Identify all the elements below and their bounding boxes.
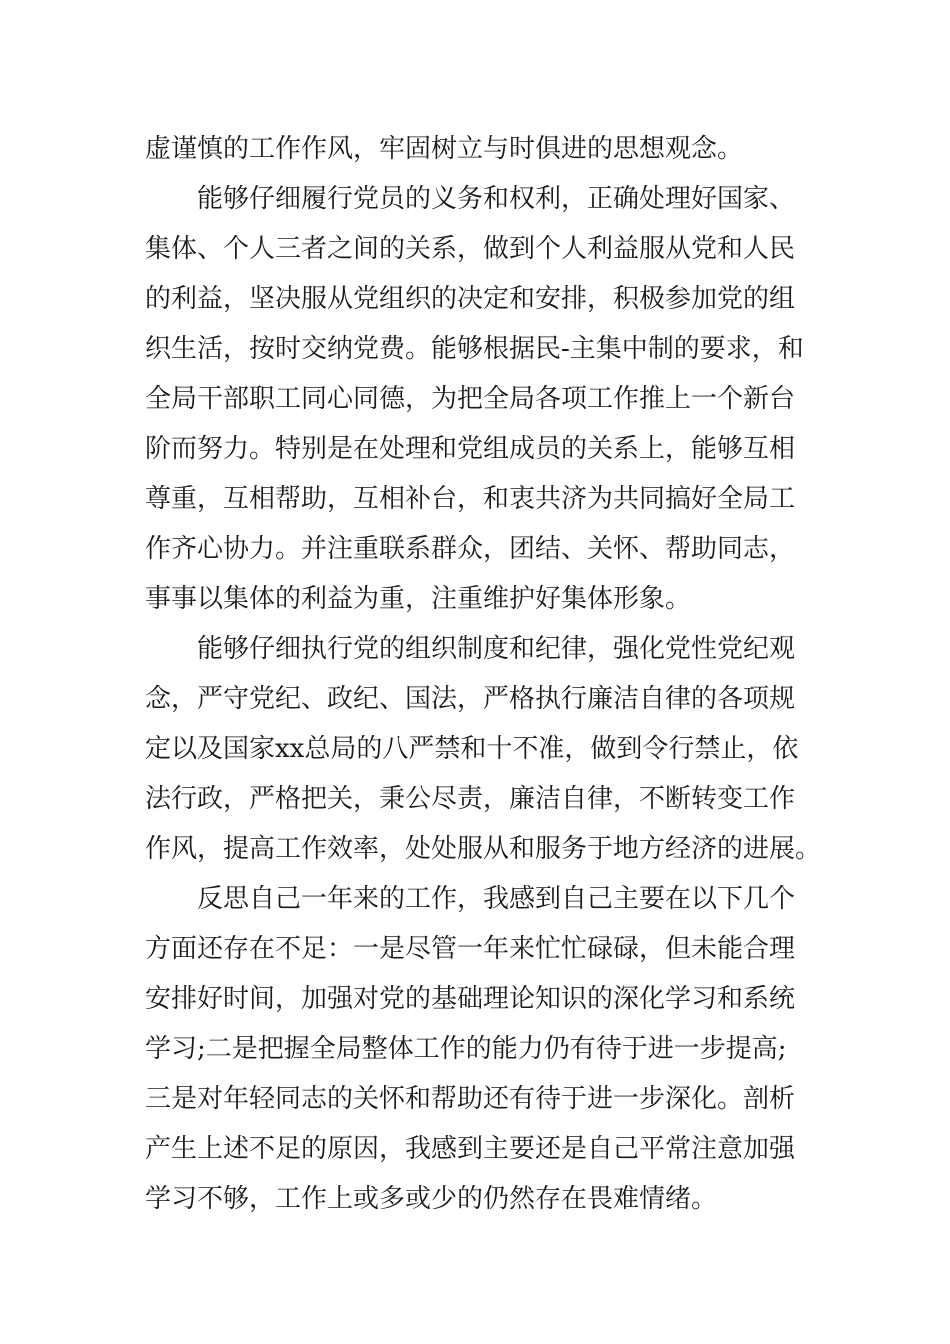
text-line: 阶而努力。特别是在处理和党组成员的关系上，能够互相 [145, 434, 796, 464]
paragraph-start-line: 反思自己一年来的工作，我感到自己主要在以下几个 [197, 884, 796, 914]
text-line: 安排好时间，加强对党的基础理论知识的深化学习和系统 [145, 984, 796, 1014]
text-line: 法行政，严格把关，秉公尽责，廉洁自律，不断转变工作 [145, 784, 796, 814]
text-line: 集体、个人三者之间的关系，做到个人利益服从党和人民 [145, 234, 796, 264]
text-line: 事事以集体的利益为重，注重维护好集体形象。 [145, 584, 692, 614]
text-line: 学习不够，工作上或多或少的仍然存在畏难情绪。 [145, 1184, 718, 1214]
text-line: 产生上述不足的原因，我感到主要还是自己平常注意加强 [145, 1134, 796, 1164]
text-line: 织生活，按时交纳党费。能够根据民-主集中制的要求，和 [145, 334, 804, 364]
text-line: 全局干部职工同心同德，为把全局各项工作推上一个新台 [145, 384, 796, 414]
text-line: 方面还存在不足：一是尽管一年来忙忙碌碌，但未能合理 [145, 934, 796, 964]
text-line: 作风，提高工作效率，处处服从和服务于地方经济的进展。 [145, 834, 822, 864]
text-line: 定以及国家xx总局的八严禁和十不准，做到令行禁止，依 [145, 734, 799, 764]
document-body [145, 124, 822, 1224]
text-line: 念，严守党纪、政纪、国法，严格执行廉洁自律的各项规 [145, 684, 796, 714]
text-line: 学习;二是把握全局整体工作的能力仍有待于进一步提高; [145, 1034, 787, 1064]
text-line: 作齐心协力。并注重联系群众，团结、关怀、帮助同志， [145, 534, 796, 564]
text-line: 尊重，互相帮助，互相补台，和衷共济为共同搞好全局工 [145, 484, 796, 514]
text-line: 的利益，坚决服从党组织的决定和安排，积极参加党的组 [145, 284, 796, 314]
paragraph-start-line: 能够仔细履行党员的义务和权利，正确处理好国家、 [197, 184, 796, 214]
paragraph-start-line: 能够仔细执行党的组织制度和纪律，强化党性党纪观 [197, 634, 796, 664]
text-line: 三是对年轻同志的关怀和帮助还有待于进一步深化。剖析 [145, 1084, 796, 1114]
text-line: 虚谨慎的工作作风，牢固树立与时俱进的思想观念。 [145, 134, 744, 164]
